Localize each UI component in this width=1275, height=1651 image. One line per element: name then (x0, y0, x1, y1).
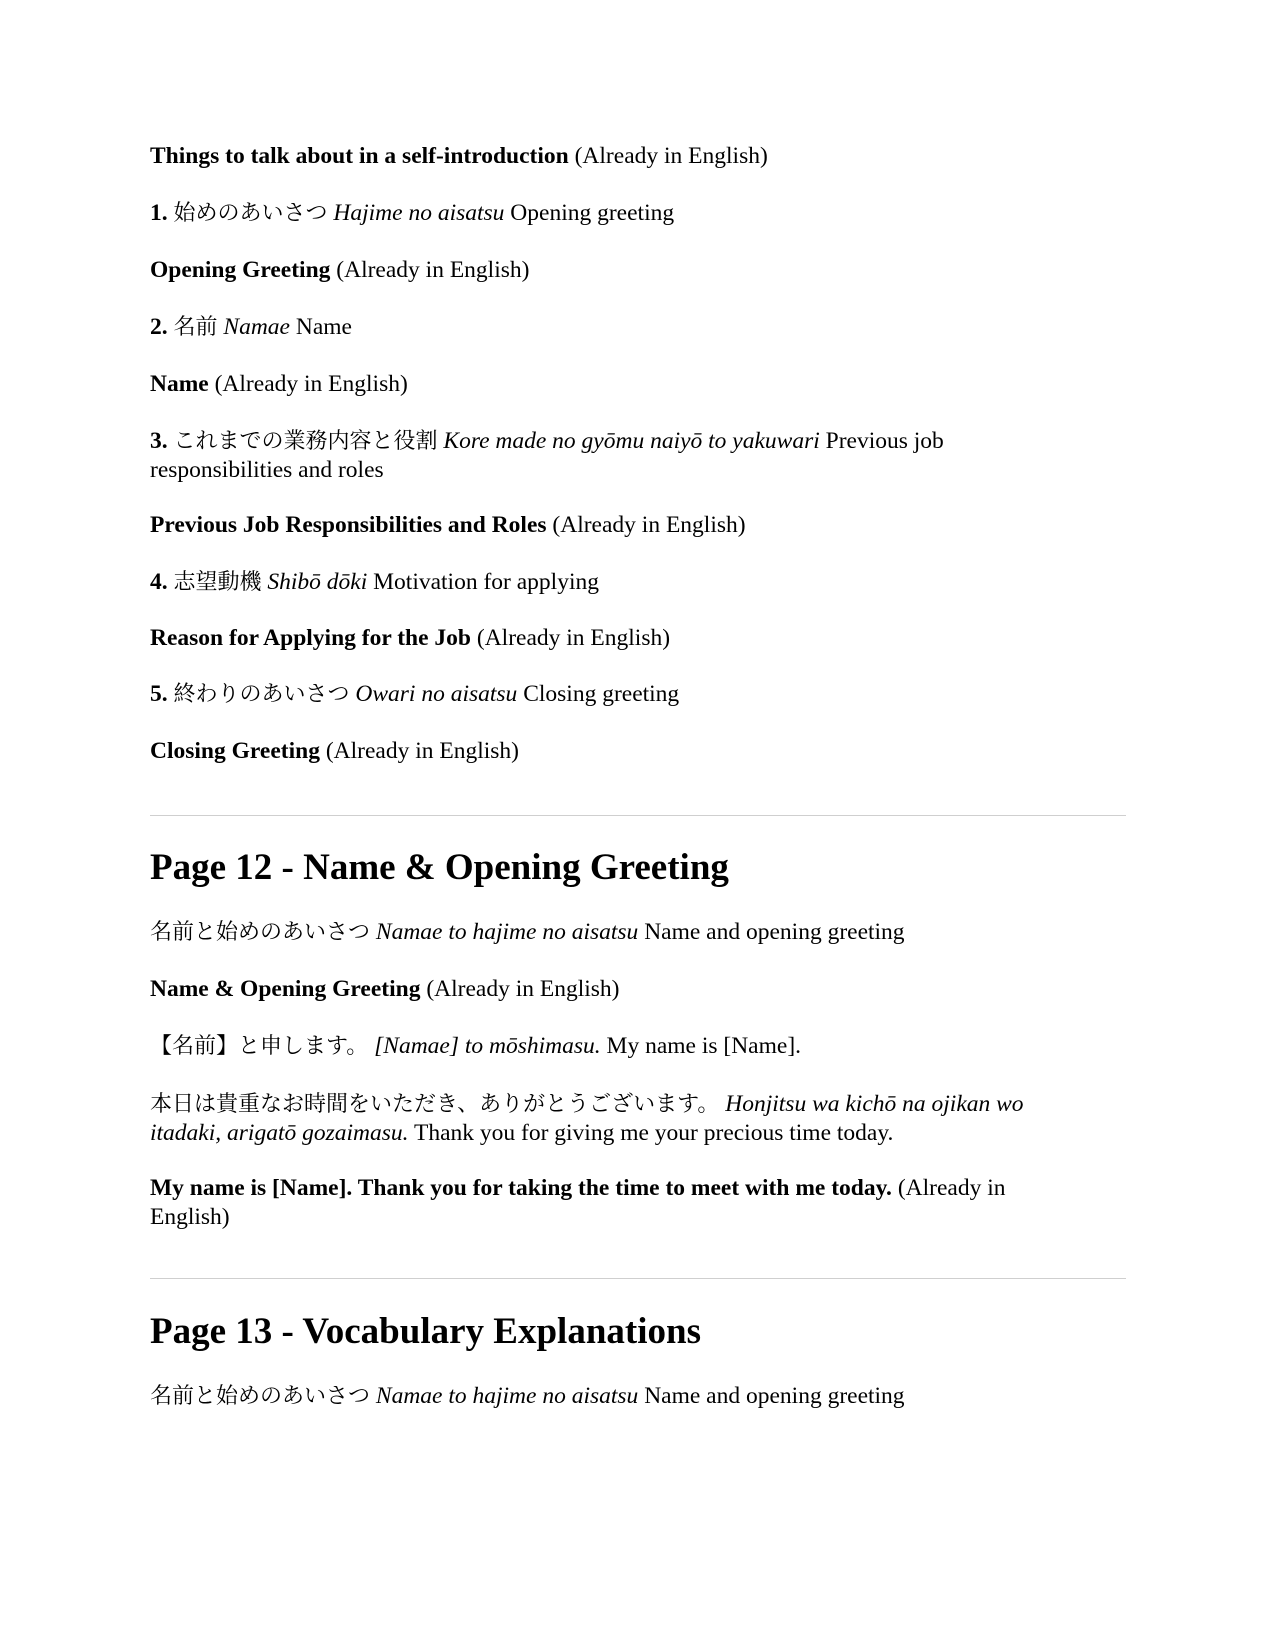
page-12-line-4 (150, 1090, 1050, 1148)
item-title-note: (Already in English) (214, 371, 408, 397)
line-note: (Already in English) (150, 1175, 1006, 1230)
page-12-line-2 (150, 975, 1126, 1004)
item-romaji: Kore made no gyōmu naiyō to yakuwari (443, 428, 820, 454)
item-english: Previous job responsibilities and roles (150, 428, 944, 483)
item-5-title (150, 737, 1126, 766)
page-12-line-3 (150, 1032, 1126, 1061)
item-title-bold: Closing Greeting (150, 738, 320, 764)
line-english: Name and opening greeting (644, 1383, 905, 1409)
item-english: Closing greeting (523, 681, 680, 707)
line-romaji: Honjitsu wa kichō na ojikan wo itadaki, arigatō gozaimasu. (150, 1091, 1024, 1146)
item-4-line (150, 568, 1126, 597)
line-romaji: Namae to hajime no aisatsu (375, 1383, 639, 1409)
item-2-line (150, 313, 1126, 342)
item-japanese: これまでの業務内容と役割 (173, 429, 438, 454)
item-1-title (150, 256, 1126, 285)
line-japanese: 名前と始めのあいさつ (150, 920, 371, 945)
item-romaji: Owari no aisatsu (355, 681, 518, 707)
item-english: Motivation for applying (373, 569, 599, 595)
page-12-line-5 (150, 1174, 1050, 1232)
page-12-title: Page 12 - Name & Opening Greeting (150, 847, 729, 888)
item-english: Opening greeting (510, 200, 675, 226)
item-number: 3. (150, 428, 168, 454)
item-4-title (150, 624, 1126, 653)
line-bold: Name & Opening Greeting (150, 976, 421, 1002)
item-japanese: 始めのあいさつ (173, 201, 328, 226)
item-number: 1. (150, 200, 168, 226)
horizontal-rule (150, 1278, 1126, 1279)
page-13-line-1 (150, 1382, 1126, 1411)
horizontal-rule (150, 815, 1126, 816)
page-13-title: Page 13 - Vocabulary Explanations (150, 1311, 701, 1352)
section-heading (150, 142, 1126, 171)
heading-bold: Things to talk about in a self-introduction (150, 143, 569, 169)
line-english: Name and opening greeting (644, 919, 905, 945)
heading-note: (Already in English) (574, 143, 768, 169)
item-romaji: Shibō dōki (267, 569, 368, 595)
item-title-bold: Name (150, 371, 209, 397)
item-japanese: 名前 (173, 315, 218, 340)
item-3-title (150, 511, 1126, 540)
line-japanese: 本日は貴重なお時間をいただき、ありがとうございます。 (150, 1092, 720, 1117)
item-number: 5. (150, 681, 168, 707)
line-english: Thank you for giving me your precious time today. (413, 1120, 894, 1146)
item-1-line (150, 199, 1126, 228)
item-japanese: 終わりのあいさつ (173, 682, 350, 707)
item-title-note: (Already in English) (325, 738, 520, 764)
line-romaji: Namae to hajime no aisatsu (375, 919, 639, 945)
item-japanese: 志望動機 (173, 570, 262, 595)
item-2-title (150, 370, 1126, 399)
item-title-note: (Already in English) (336, 257, 530, 283)
line-note: (Already in English) (426, 976, 620, 1002)
item-romaji: Hajime no aisatsu (333, 200, 505, 226)
line-japanese: 【名前】と申します。 (150, 1034, 369, 1059)
line-romaji: [Namae] to mōshimasu. (374, 1033, 601, 1059)
item-number: 4. (150, 569, 168, 595)
line-bold: My name is [Name]. Thank you for taking the time to meet with me today. (150, 1175, 892, 1201)
item-title-bold: Previous Job Responsibilities and Roles (150, 512, 547, 538)
item-english: Name (295, 314, 352, 340)
item-number: 2. (150, 314, 168, 340)
page-12-line-1 (150, 918, 1126, 947)
item-title-bold: Opening Greeting (150, 257, 331, 283)
item-title-note: (Already in English) (552, 512, 746, 538)
item-title-bold: Reason for Applying for the Job (150, 625, 471, 651)
item-3-line (150, 427, 990, 485)
item-romaji: Namae (223, 314, 290, 340)
item-title-note: (Already in English) (476, 625, 671, 651)
line-english: My name is [Name]. (606, 1033, 802, 1059)
item-5-line (150, 680, 1126, 709)
line-japanese: 名前と始めのあいさつ (150, 1384, 371, 1409)
